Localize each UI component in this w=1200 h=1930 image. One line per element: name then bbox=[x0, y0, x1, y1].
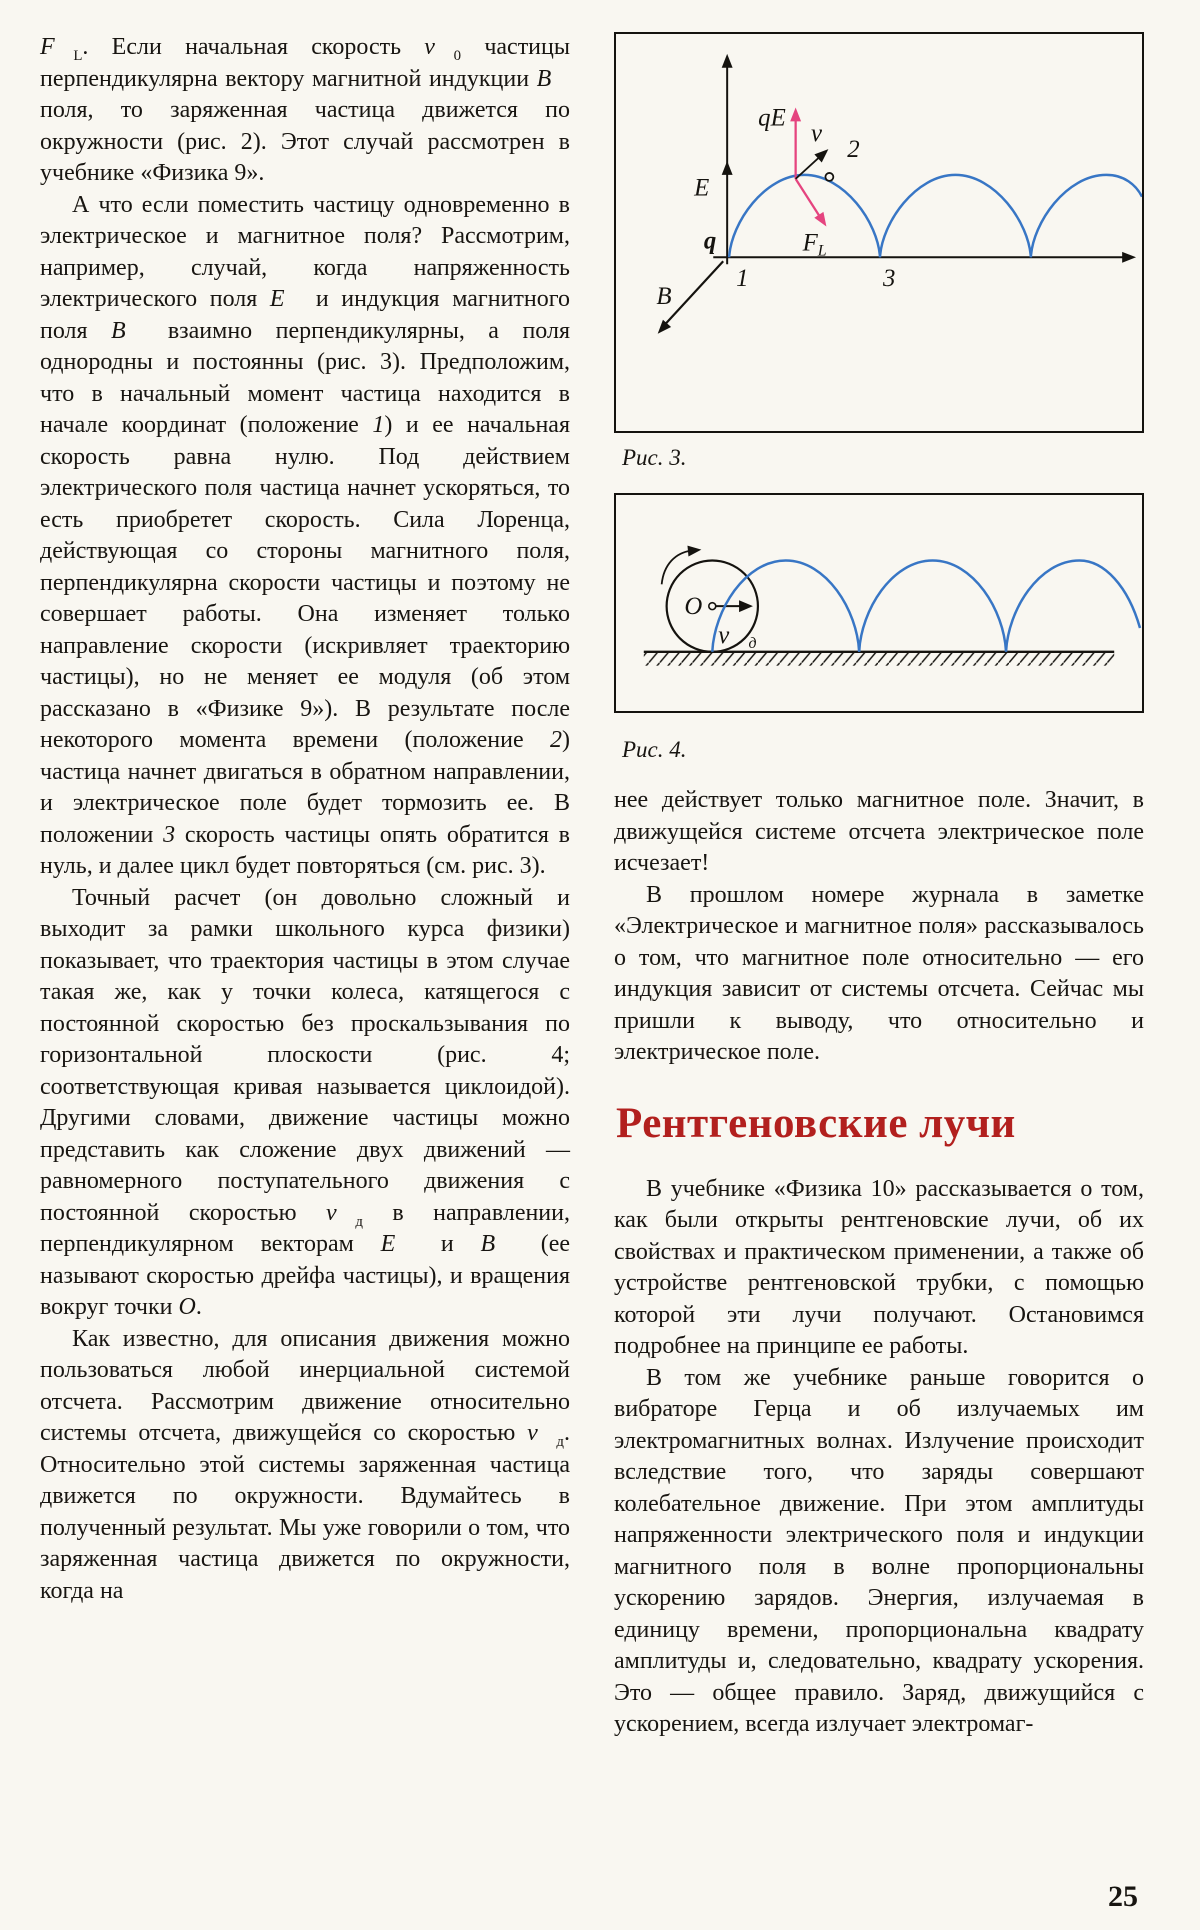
ground-hatching bbox=[644, 653, 1114, 666]
paragraph: В том же учебнике раньше говорится о вибраторе Герца и об излучаемых им электромагнитных волнах. Излучение происходит вследствие того, что заряды совершают колебательное движение. При этом амплитуды напряженности электрического поля и индукции магнитного поля в волне пропорциональны ускорению зарядов. Энергия, излучаемая в единицу времени, пропорциональна квадрату амплитуды и, следовательно, квадрату ускорения. Это — общее правило. Заряд, движущийся с ускорением, всегда излучает электромаг- bbox=[614, 1364, 1144, 1738]
x-axis-arrowhead bbox=[1122, 252, 1136, 263]
B-label: B bbox=[656, 282, 672, 310]
figure-3-caption: Рис. 3. bbox=[622, 444, 687, 470]
point-2-marker bbox=[825, 173, 833, 181]
paragraph: А что если поместить частицу одновременно в электрическое и магнитное поля? Рассмотрим, например, случай, когда напряженность электрического поля E⃗ и индукция магнитного поля B⃗ взаимно перпендикулярны, а поля однородны и постоянны (рис. 3). Предположим, что в начальный момент частица находится в начале координат (положение 1) и ее начальная скорость равна нулю. Под действием электрического поля частица начнет ускоряться, то есть приобретет скорость. Сила Лоренца, действующая со стороны магнитного поля, перпендикулярна скорости частицы и поэтому не совершает работы. Она изменяет только направление скорости (искривляет траекторию частицы), но не меняет ее модуля (об этом рассказано в «Физике 9»). В результате после некоторого момента времени (положение 2) частица начнет двигаться в обратном направлении, и электрическое поле будет тормозить ее. В положении 3 скорость частицы опять обратится в нуль, и далее цикл будет повторяться (см. рис. 3). bbox=[40, 191, 570, 879]
B-vector bbox=[666, 261, 724, 324]
figure-3 bbox=[614, 32, 1144, 433]
paragraph: Точный расчет (он довольно сложный и выходит за рамки школьного курса физики) показывает, что траектория частицы в этом случае такая же, как у точки колеса, катящегося с постоянной скоростью без проскальзывания по горизонтальной плоскости (рис. 4; соответствующая кривая называется циклоидой). Другими словами, движение частицы можно представить как сложение двух движений — равномерного поступательного движения с постоянной скоростью $v⃗_д$ в направлении, перпендикулярном векторам E⃗ и B⃗ (ее называют скоростью дрейфа частицы), и вращения вокруг точки O. bbox=[40, 884, 571, 1320]
figure-4 bbox=[614, 493, 1144, 713]
paragraph: Как известно, для описания движения можно пользоваться любой инерциальной системой отсчета. Рассмотрим движение относительно системы отсчета, движущейся со скоростью $v⃗_д$. Относительно этой системы заряженная частица движется по окружности. Вдумайтесь в полученный результат. Мы уже говорили о том, что заряженная частица движется по окружности, когда на bbox=[40, 1325, 570, 1604]
qE-arrowhead bbox=[790, 107, 801, 121]
left-column bbox=[40, 32, 570, 1741]
cycloid-trajectory bbox=[729, 175, 1142, 260]
figure-4-drawing bbox=[616, 495, 1142, 711]
wheel-center-marker bbox=[709, 603, 716, 610]
section-heading: Рентгеновские лучи bbox=[616, 1099, 1016, 1147]
point-2-label: 2 bbox=[847, 136, 860, 164]
lorentz-force-arrowhead bbox=[814, 212, 826, 227]
velocity-label: v bbox=[810, 120, 822, 148]
E-label: E bbox=[694, 174, 710, 202]
drift-velocity-label: $v⃗_д$ bbox=[718, 621, 757, 652]
charge-label: q bbox=[703, 227, 717, 255]
point-1-label: 1 bbox=[736, 265, 749, 293]
figure-4-caption: Рис. 4. bbox=[622, 737, 687, 763]
center-O-label: O bbox=[684, 593, 703, 621]
paragraph: В учебнике «Физика 10» рассказывается о том, как были открыты рентгеновские лучи, об их свойствах и практическом применении, а также об устройстве рентгеновской трубки, с помощью которой эти лучи получают. Остановимся подробнее на принципе ее работы. bbox=[614, 1175, 1144, 1360]
lorentz-force-arrow bbox=[796, 179, 821, 218]
rotation-arrowhead bbox=[687, 546, 701, 557]
point-3-label: 3 bbox=[882, 265, 896, 293]
E-vector-arrowhead bbox=[722, 161, 733, 175]
y-axis-arrowhead bbox=[722, 54, 733, 68]
paragraph: нее действует только магнитное поле. Значит, в движущейся системе отсчета электрическое поле исчезает! bbox=[614, 787, 1144, 877]
qE-label: qE bbox=[758, 104, 786, 132]
cycloid-curve bbox=[712, 560, 1140, 651]
B-vector-arrowhead bbox=[658, 320, 671, 334]
drift-velocity-arrowhead bbox=[739, 600, 753, 612]
right-column bbox=[614, 32, 1144, 1741]
paragraph: В прошлом номере журнала в заметке «Электрическое и магнитное поля» рассказывалось о том, что магнитное поле относительно — его индукция зависит от системы отсчета. Сейчас мы пришли к выводу, что относительно и электрическое поле. bbox=[614, 881, 1144, 1066]
figure-3-drawing bbox=[616, 34, 1142, 431]
paragraph: $F⃗_L$. Если начальная скорость $v⃗_0$ частицы перпендикулярна вектору магнитной индукции B⃗ поля, то заряженная частица движется по окружности (рис. 2). Этот случай рассмотрен в учебнике «Физика 9». bbox=[40, 34, 570, 186]
page-number: 25 bbox=[1108, 1880, 1138, 1913]
lorentz-force-label: $F_L$ bbox=[802, 229, 827, 260]
